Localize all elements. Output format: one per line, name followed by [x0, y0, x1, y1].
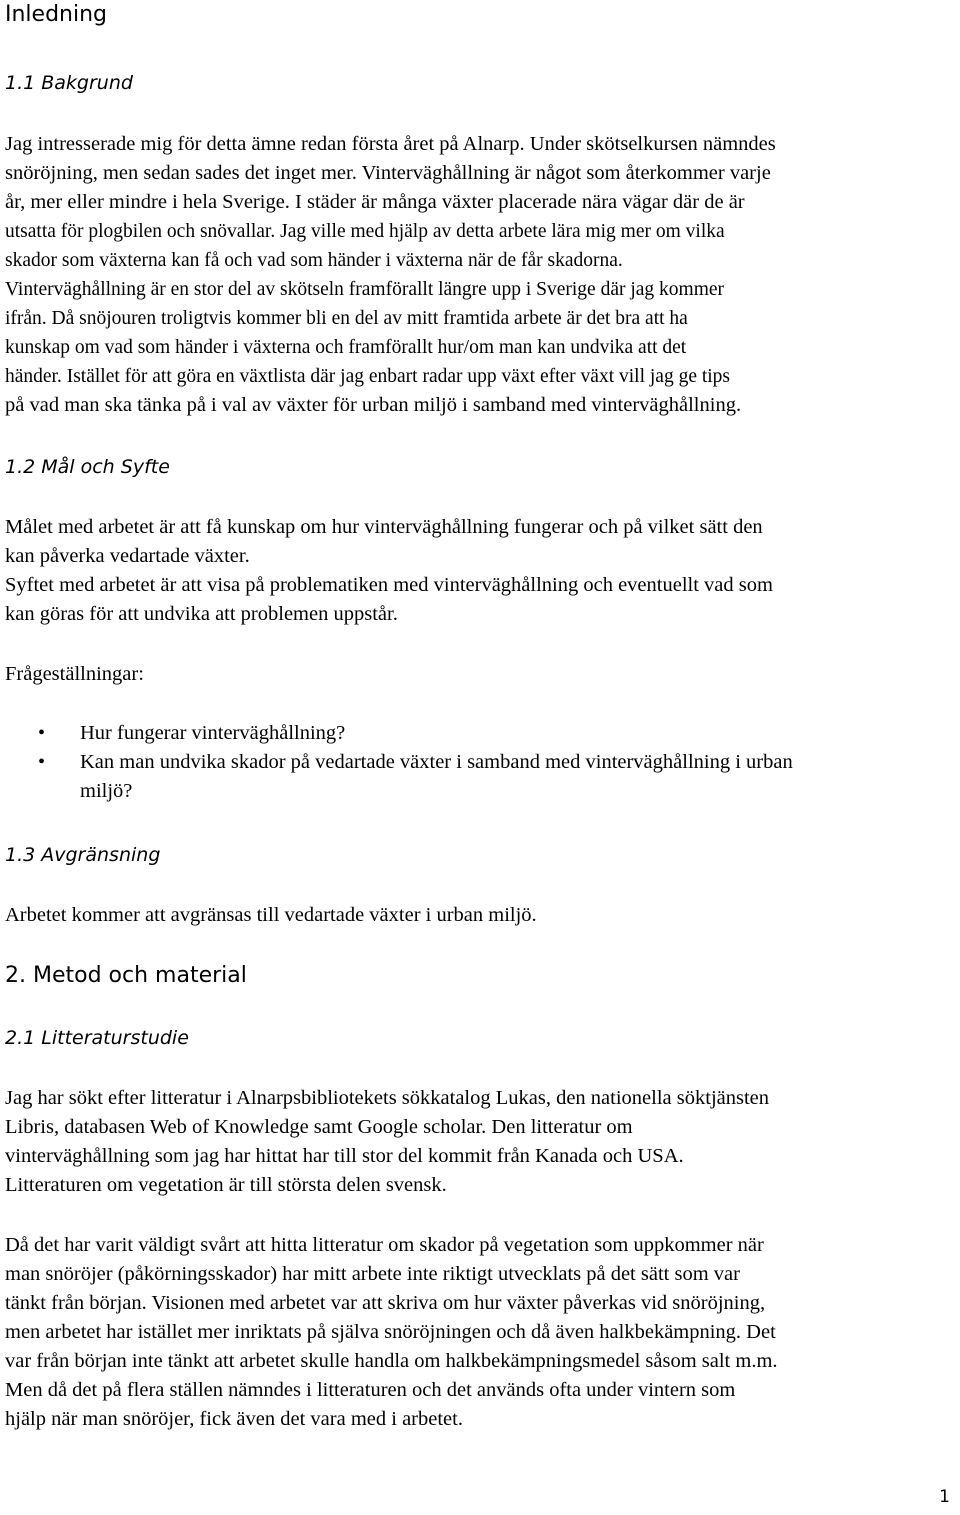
paragraph-bakgrund	[5, 130, 776, 420]
section-heading-avgransning: 1.3 Avgränsning	[5, 844, 161, 866]
text-line: Libris, databasen Web of Knowledge samt Google scholar. Den litteratur om	[5, 1116, 633, 1138]
text-line: skador som växterna kan få och vad som händer i växterna när de får skadorna.	[5, 250, 623, 271]
text-line: utsatta för plogbilen och snövallar. Jag ville med hjälp av detta arbete lära mig mer om vilka	[5, 221, 725, 242]
text-line: snöröjning, men sedan sades det inget mer. Vinterväghållning är något som återkommer varje	[5, 162, 771, 184]
bullet-icon: •	[38, 751, 46, 773]
section-heading-mal-och-syfte: 1.2 Mål och Syfte	[5, 456, 170, 478]
text-line: kunskap om vad som händer i växterna och framförallt hur/om man kan undvika att det	[5, 337, 687, 358]
text-line: Arbetet kommer att avgränsas till vedartade växter i urban miljö.	[5, 904, 537, 926]
section-heading-metod-och-material: 2. Metod och material	[5, 963, 247, 988]
text-line: Hur fungerar vinterväghållning?	[80, 722, 346, 744]
bullet-icon: •	[38, 722, 46, 744]
text-line: Litteraturen om vegetation är till största delen svensk.	[5, 1174, 447, 1196]
text-line: man snöröjer (påkörningsskador) har mitt arbete inte riktigt utvecklats på det sätt som var	[5, 1263, 740, 1285]
fragestallningar-label: Frågeställningar:	[5, 663, 144, 685]
text-line: Målet med arbetet är att få kunskap om hur vinterväghållning fungerar och på vilket sätt den	[5, 516, 763, 538]
list-item	[0, 748, 960, 806]
text-line: på vad man ska tänka på i val av växter för urban miljö i samband med vinterväghållning.	[5, 394, 742, 416]
section-heading-litteraturstudie: 2.1 Litteraturstudie	[5, 1027, 189, 1049]
text-line: ifrån. Då snöjouren troligtvis kommer bli en del av mitt framtida arbete är det bra att ha	[5, 308, 688, 329]
text-line: Då det har varit väldigt svårt att hitta litteratur om skador på vegetation som uppkommer när	[5, 1234, 764, 1256]
text-line: vinterväghållning som jag har hittat har till stor del kommit från Kanada och USA.	[5, 1145, 684, 1167]
text-line: men arbetet har istället mer inriktats på själva snöröjningen och då även halkbekämpning. Det	[5, 1321, 776, 1343]
section-heading-inledning: Inledning	[5, 2, 108, 27]
text-line: hjälp när man snöröjer, fick även det vara med i arbetet.	[5, 1408, 463, 1430]
paragraph-avgransning	[5, 901, 537, 930]
text-line: miljö?	[80, 780, 133, 802]
paragraph-litteraturstudie-1	[5, 1084, 769, 1200]
text-line: Syftet med arbetet är att visa på problematiken med vinterväghållning och eventuellt vad som	[5, 574, 773, 596]
text-line: tänkt från början. Visionen med arbetet var att skriva om hur växter påverkas vid snöröjning,	[5, 1292, 766, 1314]
text-line: Jag intresserade mig för detta ämne redan första året på Alnarp. Under skötselkursen nämndes	[5, 133, 776, 155]
list-item	[0, 719, 960, 748]
text-line: var från början inte tänkt att arbetet skulle handla om halkbekämpningsmedel såsom salt m.m.	[5, 1350, 778, 1372]
text-line: år, mer eller mindre i hela Sverige. I städer är många växter placerade nära vägar där de är	[5, 191, 745, 213]
paragraph-mal-och-syfte	[5, 513, 773, 629]
paragraph-litteraturstudie-2	[5, 1231, 778, 1434]
text-line: Jag har sökt efter litteratur i Alnarpsbibliotekets sökkatalog Lukas, den nationella söktjänsten	[5, 1087, 770, 1109]
text-line: Men då det på flera ställen nämndes i litteraturen och det används ofta under vintern som	[5, 1379, 736, 1401]
text-line: kan påverka vedartade växter.	[5, 545, 250, 567]
text-line: Kan man undvika skador på vedartade växter i samband med vinterväghållning i urban	[80, 751, 793, 773]
text-line: Vinterväghållning är en stor del av skötseln framförallt längre upp i Sverige där jag kommer	[5, 279, 725, 300]
question-list	[0, 719, 960, 806]
page-number: 1	[939, 1487, 950, 1507]
text-line: händer. Istället för att göra en växtlista där jag enbart radar upp växt efter växt vill jag ge tips	[5, 366, 731, 387]
text-line: kan göras för att undvika att problemen uppstår.	[5, 603, 398, 625]
section-heading-bakgrund: 1.1 Bakgrund	[5, 72, 133, 94]
